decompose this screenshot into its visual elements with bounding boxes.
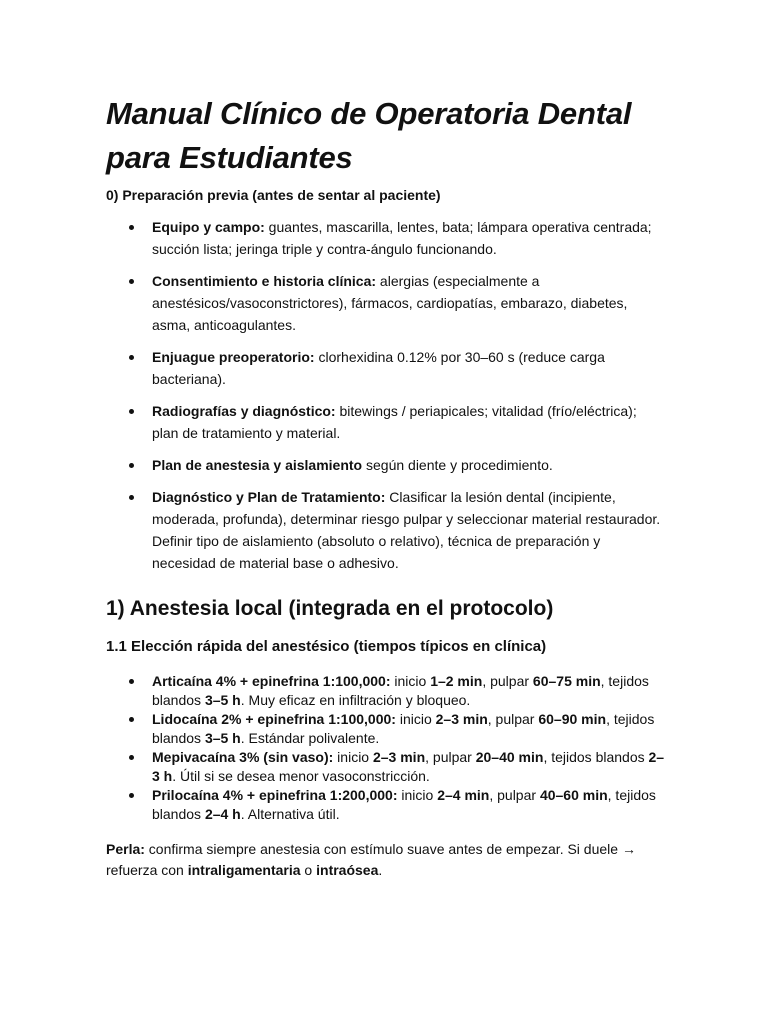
list-item xyxy=(106,710,666,748)
anesthetic-name: Lidocaína 2% + epinefrina 1:100,000: xyxy=(152,711,396,727)
text-run: , pulpar xyxy=(425,749,476,765)
onset-time: 1–2 min xyxy=(430,673,483,689)
pearl-technique-2: intraósea xyxy=(316,862,379,878)
document-title xyxy=(106,92,666,180)
anesthetic-name: Articaína 4% + epinefrina 1:100,000: xyxy=(152,673,391,689)
list-item xyxy=(106,346,666,390)
item-text: clorhexidina 0.12% por 30–60 s (reduce carga bacteriana). xyxy=(152,349,605,387)
pulp-time: 40–60 min xyxy=(539,787,608,803)
text-run: o xyxy=(300,862,317,878)
item-text: alergias (especialmente a anestésicos/vasoconstrictores), fármacos, cardiopatías, embarazo, diabetes, asma, anticoagulantes. xyxy=(152,273,628,333)
text-run: . Muy eficaz en infiltración y bloqueo. xyxy=(240,692,471,708)
section-0-heading: 0) Preparación previa (antes de sentar al paciente) xyxy=(106,187,441,203)
pearl-technique-1: intraligamentaria xyxy=(187,862,301,878)
list-item xyxy=(106,672,666,710)
section-1-heading: 1) Anestesia local (integrada en el protocolo) xyxy=(106,597,554,620)
item-label: Radiografías y diagnóstico: xyxy=(152,403,336,419)
item-label: Enjuague preoperatorio: xyxy=(152,349,315,365)
soft-tissue-time: 3–5 h xyxy=(204,730,241,746)
text-run: inicio xyxy=(395,711,436,727)
text-run: , tejidos blandos xyxy=(152,673,649,708)
anesthetic-list xyxy=(106,672,666,824)
anesthetic-name: Prilocaína 4% + epinefrina 1:200,000: xyxy=(152,787,398,803)
list-item xyxy=(106,216,666,260)
preparation-list xyxy=(106,216,666,574)
text-run: inicio xyxy=(390,673,431,689)
pulp-time: 60–90 min xyxy=(538,711,607,727)
text-run: inicio xyxy=(397,787,438,803)
text-run: confirma siempre anestesia con estímulo suave antes de empezar. Si duele → refuerza con xyxy=(106,841,636,878)
subsection-1-1-heading: 1.1 Elección rápida del anestésico (tiempos típicos en clínica) xyxy=(106,638,547,655)
list-item xyxy=(106,748,666,786)
item-label: Consentimiento e historia clínica: xyxy=(152,273,377,289)
anesthetic-name: Mepivacaína 3% (sin vaso): xyxy=(152,749,334,765)
item-text: bitewings / periapicales; vitalidad (frío/eléctrica); plan de tratamiento y material. xyxy=(152,403,637,441)
list-item xyxy=(106,454,666,476)
text-run: , pulpar xyxy=(482,673,533,689)
list-item xyxy=(106,786,666,824)
pulp-time: 60–75 min xyxy=(532,673,601,689)
item-label: Equipo y campo: xyxy=(152,219,265,235)
pearl-label: Perla: xyxy=(106,841,145,857)
text-run: , pulpar xyxy=(489,787,540,803)
pulp-time: 20–40 min xyxy=(475,749,544,765)
soft-tissue-time: 3–5 h xyxy=(204,692,241,708)
document-page xyxy=(106,92,666,881)
soft-tissue-time: 2–3 h xyxy=(152,749,665,784)
text-run: . Estándar polivalente. xyxy=(240,730,380,746)
text-run: , pulpar xyxy=(487,711,539,727)
title-line-2: para Estudiantes xyxy=(106,140,353,175)
list-item xyxy=(106,400,666,444)
soft-tissue-time: 2–4 h xyxy=(204,806,241,822)
title-line-1: Manual Clínico de Operatoria Dental xyxy=(106,96,632,131)
text-run: , tejidos blandos xyxy=(152,711,655,746)
list-item xyxy=(106,270,666,336)
item-text: Clasificar la lesión dental (incipiente, moderada, profunda), determinar riesgo pulpar y seleccionar material restaurador. Definir tipo de aislamiento (absoluto o relativo), técnica de preparación y necesidad de material base o adhesivo. xyxy=(152,489,661,571)
text-run: , tejidos blandos xyxy=(152,787,656,822)
pearl-note xyxy=(106,839,666,881)
onset-time: 2–3 min xyxy=(372,749,426,765)
item-label: Plan de anestesia y aislamiento xyxy=(152,457,363,473)
text-run: . Alternativa útil. xyxy=(240,806,340,822)
item-text: según diente y procedimiento. xyxy=(362,457,553,473)
item-label: Diagnóstico y Plan de Tratamiento: xyxy=(152,489,386,505)
onset-time: 2–4 min xyxy=(437,787,490,803)
text-run: . xyxy=(378,862,383,878)
text-run: , tejidos blandos xyxy=(543,749,649,765)
item-text: guantes, mascarilla, lentes, bata; lámpara operativa centrada; succión lista; jeringa triple y contra-ángulo funcionando. xyxy=(152,219,652,257)
onset-time: 2–3 min xyxy=(435,711,488,727)
list-item xyxy=(106,486,666,574)
text-run: . Útil si se desea menor vasoconstricción. xyxy=(172,768,430,784)
text-run: inicio xyxy=(333,749,373,765)
